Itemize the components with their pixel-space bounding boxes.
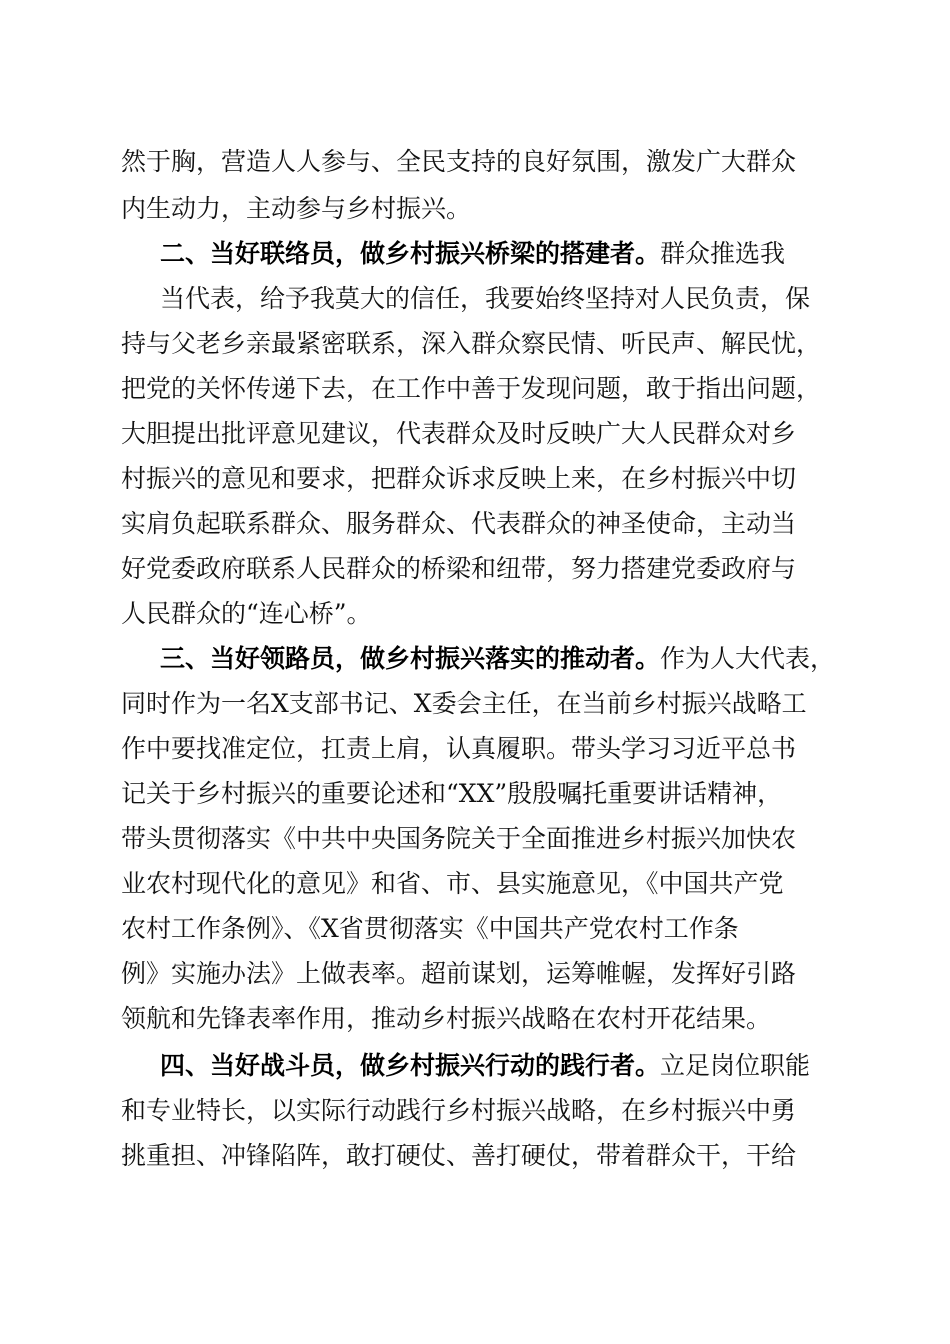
text-line: 带头贯彻落实《中共中央国务院关于全面推进乡村振兴加快农 (121, 824, 797, 853)
text-line: 作中要找准定位，扛责上肩，认真履职。带头学习习近平总书 (121, 734, 797, 763)
text-line: 和专业特长，以实际行动践行乡村振兴战略，在乡村振兴中勇 (121, 1096, 797, 1125)
text-line: 大胆提出批评意见建议，代表群众及时反映广大人民群众对乡 (121, 419, 797, 448)
text-line: 当代表，给予我莫大的信任，我要始终坚持对人民负责，保 (160, 284, 811, 313)
text-line: 挑重担、冲锋陷阵，敢打硬仗、善打硬仗，带着群众干，干给 (121, 1141, 797, 1170)
text-line: 然于胸，营造人人参与、全民支持的良好氛围，激发广大群众 (121, 147, 797, 176)
text-line: 内生动力，主动参与乡村振兴。 (121, 194, 472, 223)
text-line: 同时作为一名X支部书记、X委会主任，在当前乡村振兴战略工 (121, 689, 807, 718)
text-line: 例》实施办法》上做表率。超前谋划，运筹帷幄，发挥好引路 (121, 959, 797, 988)
text-line: 农村工作条例》、《X省贯彻落实《中国共产党农村工作条 (121, 914, 739, 943)
text-line: 持与父老乡亲最紧密联系，深入群众察民情、听民声、解民忧， (121, 329, 822, 358)
text-line: 把党的关怀传递下去，在工作中善于发现问题，敢于指出问题， (121, 374, 822, 403)
text-line: 领航和先锋表率作用，推动乡村振兴战略在农村开花结果。 (121, 1004, 772, 1033)
text-line: 记关于乡村振兴的重要论述和“XX”殷殷嘱托重要讲话精神， (121, 779, 783, 808)
section-text: 作为人大代表， (660, 644, 836, 673)
section-heading-line (160, 1049, 841, 1083)
section-heading: 四、当好战斗员，做乡村振兴行动的践行者。 (160, 1051, 661, 1080)
section-text: 群众推选我 (660, 239, 786, 268)
text-line: 村振兴的意见和要求，把群众诉求反映上来，在乡村振兴中切 (121, 464, 797, 493)
text-line: 业农村现代化的意见》和省、市、县实施意见，《中国共产党 (121, 869, 784, 898)
text-line: 好党委政府联系人民群众的桥梁和纽带，努力搭建党委政府与 (121, 554, 797, 583)
text-line: 实肩负起联系群众、服务群众、代表群众的神圣使命，主动当 (121, 509, 797, 538)
section-heading: 二、当好联络员，做乡村振兴桥梁的搭建者。 (160, 239, 661, 268)
section-text: 立足岗位职能 (660, 1051, 811, 1080)
text-line: 人民群众的“连心桥”。 (121, 599, 372, 628)
section-heading-line (160, 237, 841, 271)
section-heading: 三、当好领路员，做乡村振兴落实的推动者。 (160, 644, 661, 673)
section-heading-line (160, 642, 841, 676)
